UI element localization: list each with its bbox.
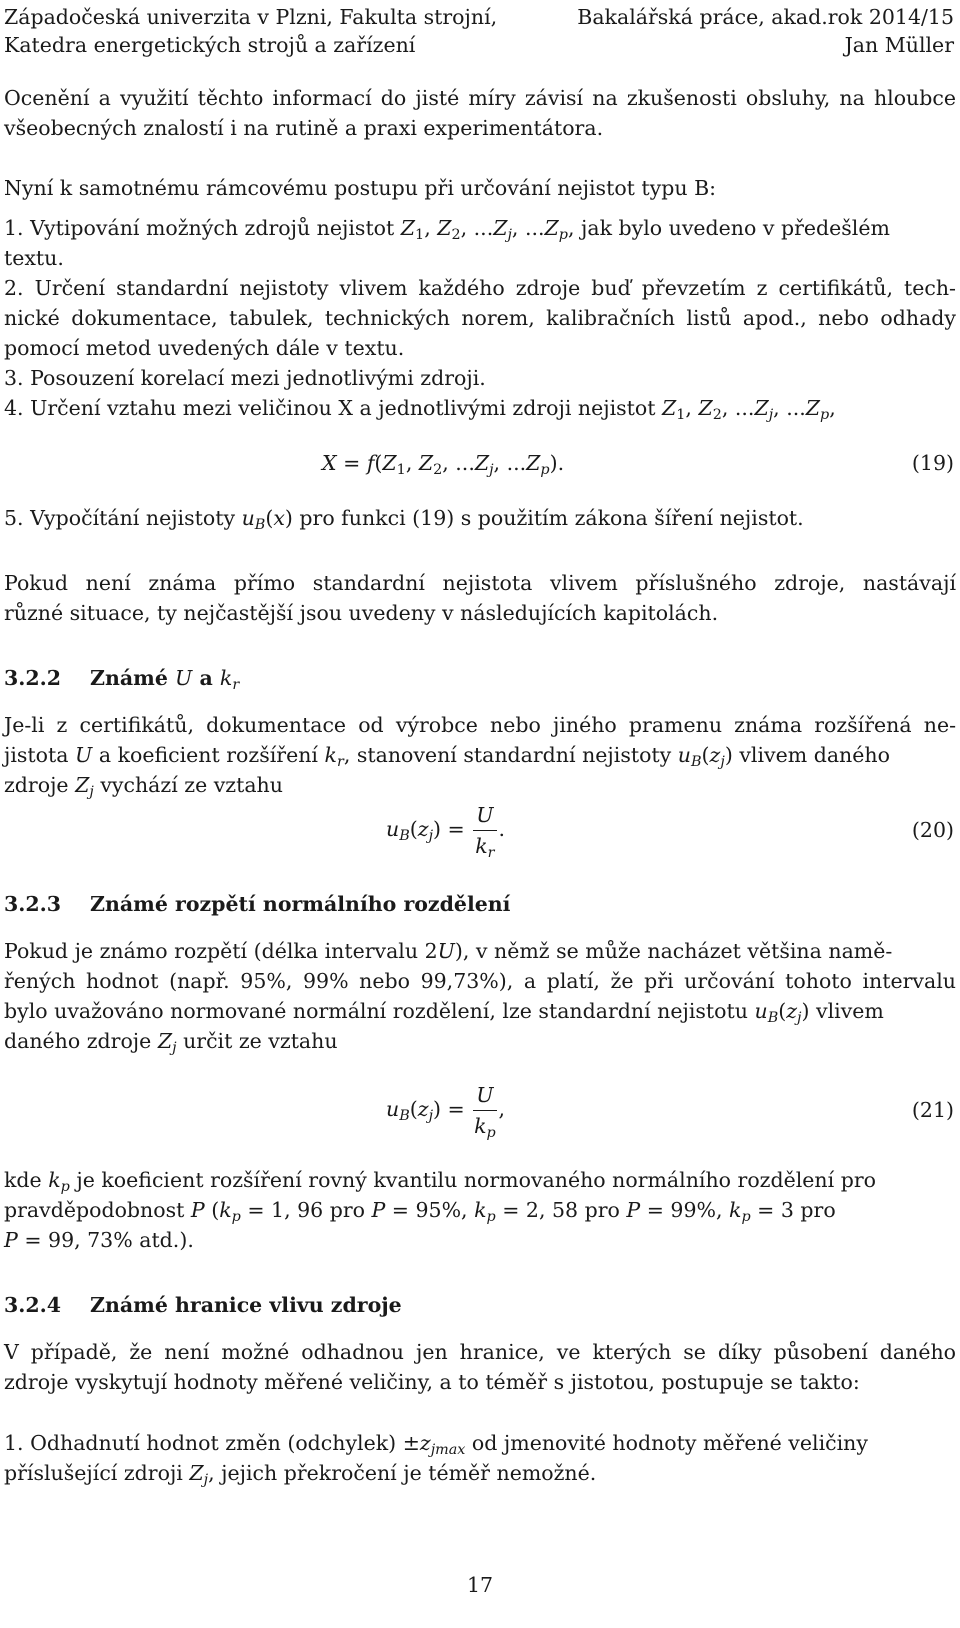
intro-line-2: všeobecných znalostí i na rutině a praxi experimentátora.	[4, 116, 604, 140]
equation-20: $u_B(z_j)$ = $\frac{U}{k_r}$ .	[386, 800, 505, 861]
sec322-line-1: Je-li z certifikátů, dokumentace od výrobce nebo jiného pramenu známa rozšířená ne-	[4, 713, 956, 737]
equation-21-number: (21)	[911, 1098, 954, 1122]
sec322-line-3: zdroje $Z_j$ vychází ze vztahu	[4, 773, 283, 800]
section-heading-3-2-3: 3.2.3 Známé rozpětí normálního rozdělení	[4, 892, 511, 916]
sec323-line-3: bylo uvažováno normované normální rozdělení, lze standardní nejistotu $u_B(z_j)$ vlivem	[4, 999, 884, 1026]
sec323-line-1: Pokud je známo rozpětí (délka intervalu 2U), v němž se může nacházet většina namě-	[4, 939, 893, 963]
step-1: 1. Vytipování možných zdrojů nejistot $Z_1$, $Z_2$, $...Z_j$, $...Z_p$, jak bylo uvedeno v předešlém	[4, 216, 890, 243]
sec323-kde-1: kde $k_p$ je koeficient rozšíření rovný kvantilu normovaného normálního rozdělení pro	[4, 1168, 876, 1195]
step-2-line-1: 2. Určení standardní nejistoty vlivem každého zdroje buď převzetím z certifikátů, tech-	[4, 276, 956, 300]
step-1-cont: textu.	[4, 246, 64, 270]
sec323-kde-3: P = 99, 73% atd.).	[4, 1228, 194, 1252]
sec324-item-1: 1. Odhadnutí hodnot změn (odchylek) $\pm z_{jmax}$ od jmenovité hodnoty měřené veličiny	[4, 1431, 868, 1458]
step-2-line-3: pomocí metod uvedených dále v textu.	[4, 336, 405, 360]
page-number: 17	[466, 1573, 494, 1597]
step-5: 5. Vypočítání nejistoty $u_B(x)$ pro funkci (19) s použitím zákona šíření nejistot.	[4, 506, 804, 533]
section-heading-3-2-2: 3.2.2 Známé U a $k_r$	[4, 666, 240, 693]
header-thesis: Bakalářská práce, akad.rok 2014/15	[577, 5, 954, 29]
header-author: Jan Müller	[844, 33, 954, 57]
para-unknown-line-2: různé situace, ty nejčastější jsou uvedeny v následujících kapitolách.	[4, 601, 719, 625]
step-4: 4. Určení vztahu mezi veličinou X a jednotlivými zdroji nejistot $Z_1$, $Z_2$, $...Z_j$, $...Z_p$,	[4, 396, 836, 423]
equation-19-number: (19)	[911, 451, 954, 475]
sec323-kde-2: pravděpodobnost P ($k_p = 1$, 96 pro P = 95%, $k_p = 2$, 58 pro P = 99%, $k_p = 3$ pro	[4, 1198, 836, 1225]
step-2-line-2: nické dokumentace, tabulek, technických norem, kalibračních listů apod., nebo odhady	[4, 306, 956, 330]
header-university: Západočeská univerzita v Plzni, Fakulta strojní,	[4, 5, 498, 29]
equation-21: $u_B(z_j)$ = $\frac{U}{k_p}$ ,	[386, 1080, 505, 1141]
sec324-item-1-cont: příslušející zdroji $Z_j$, jejich překročení je téměř nemožné.	[4, 1461, 597, 1488]
sec324-line-2: zdroje vyskytují hodnoty měřené veličiny, a to téměř s jistotou, postupuje se takto:	[4, 1370, 860, 1394]
para-unknown-line-1: Pokud není známa přímo standardní nejistota vlivem příslušného zdroje, nastávají	[4, 571, 956, 595]
step-3: 3. Posouzení korelací mezi jednotlivými zdroji.	[4, 366, 486, 390]
sec324-line-1: V případě, že není možné odhadnou jen hranice, ve kterých se díky působení daného	[4, 1340, 956, 1364]
intro-line-1: Ocenění a využití těchto informací do jisté míry závisí na zkušenosti obsluhy, na hloubce	[4, 86, 956, 110]
sec322-line-2: jistota U a koeficient rozšíření $k_r$, stanovení standardní nejistoty $u_B(z_j)$ vlivem daného	[4, 743, 890, 770]
steps-lead: Nyní k samotnému rámcovému postupu při určování nejistot typu B:	[4, 176, 717, 200]
equation-19: $X = f(Z_1$, $Z_2$, $...Z_j$, $...Z_p$).	[322, 451, 565, 478]
sec323-line-2: řených hodnot (např. 95%, 99% nebo 99,73%), a platí, že při určování tohoto intervalu	[4, 969, 956, 993]
sec323-line-4: daného zdroje $Z_j$ určit ze vztahu	[4, 1029, 338, 1056]
header-department: Katedra energetických strojů a zařízení	[4, 33, 416, 57]
section-heading-3-2-4: 3.2.4 Známé hranice vlivu zdroje	[4, 1293, 402, 1317]
equation-20-number: (20)	[911, 818, 954, 842]
